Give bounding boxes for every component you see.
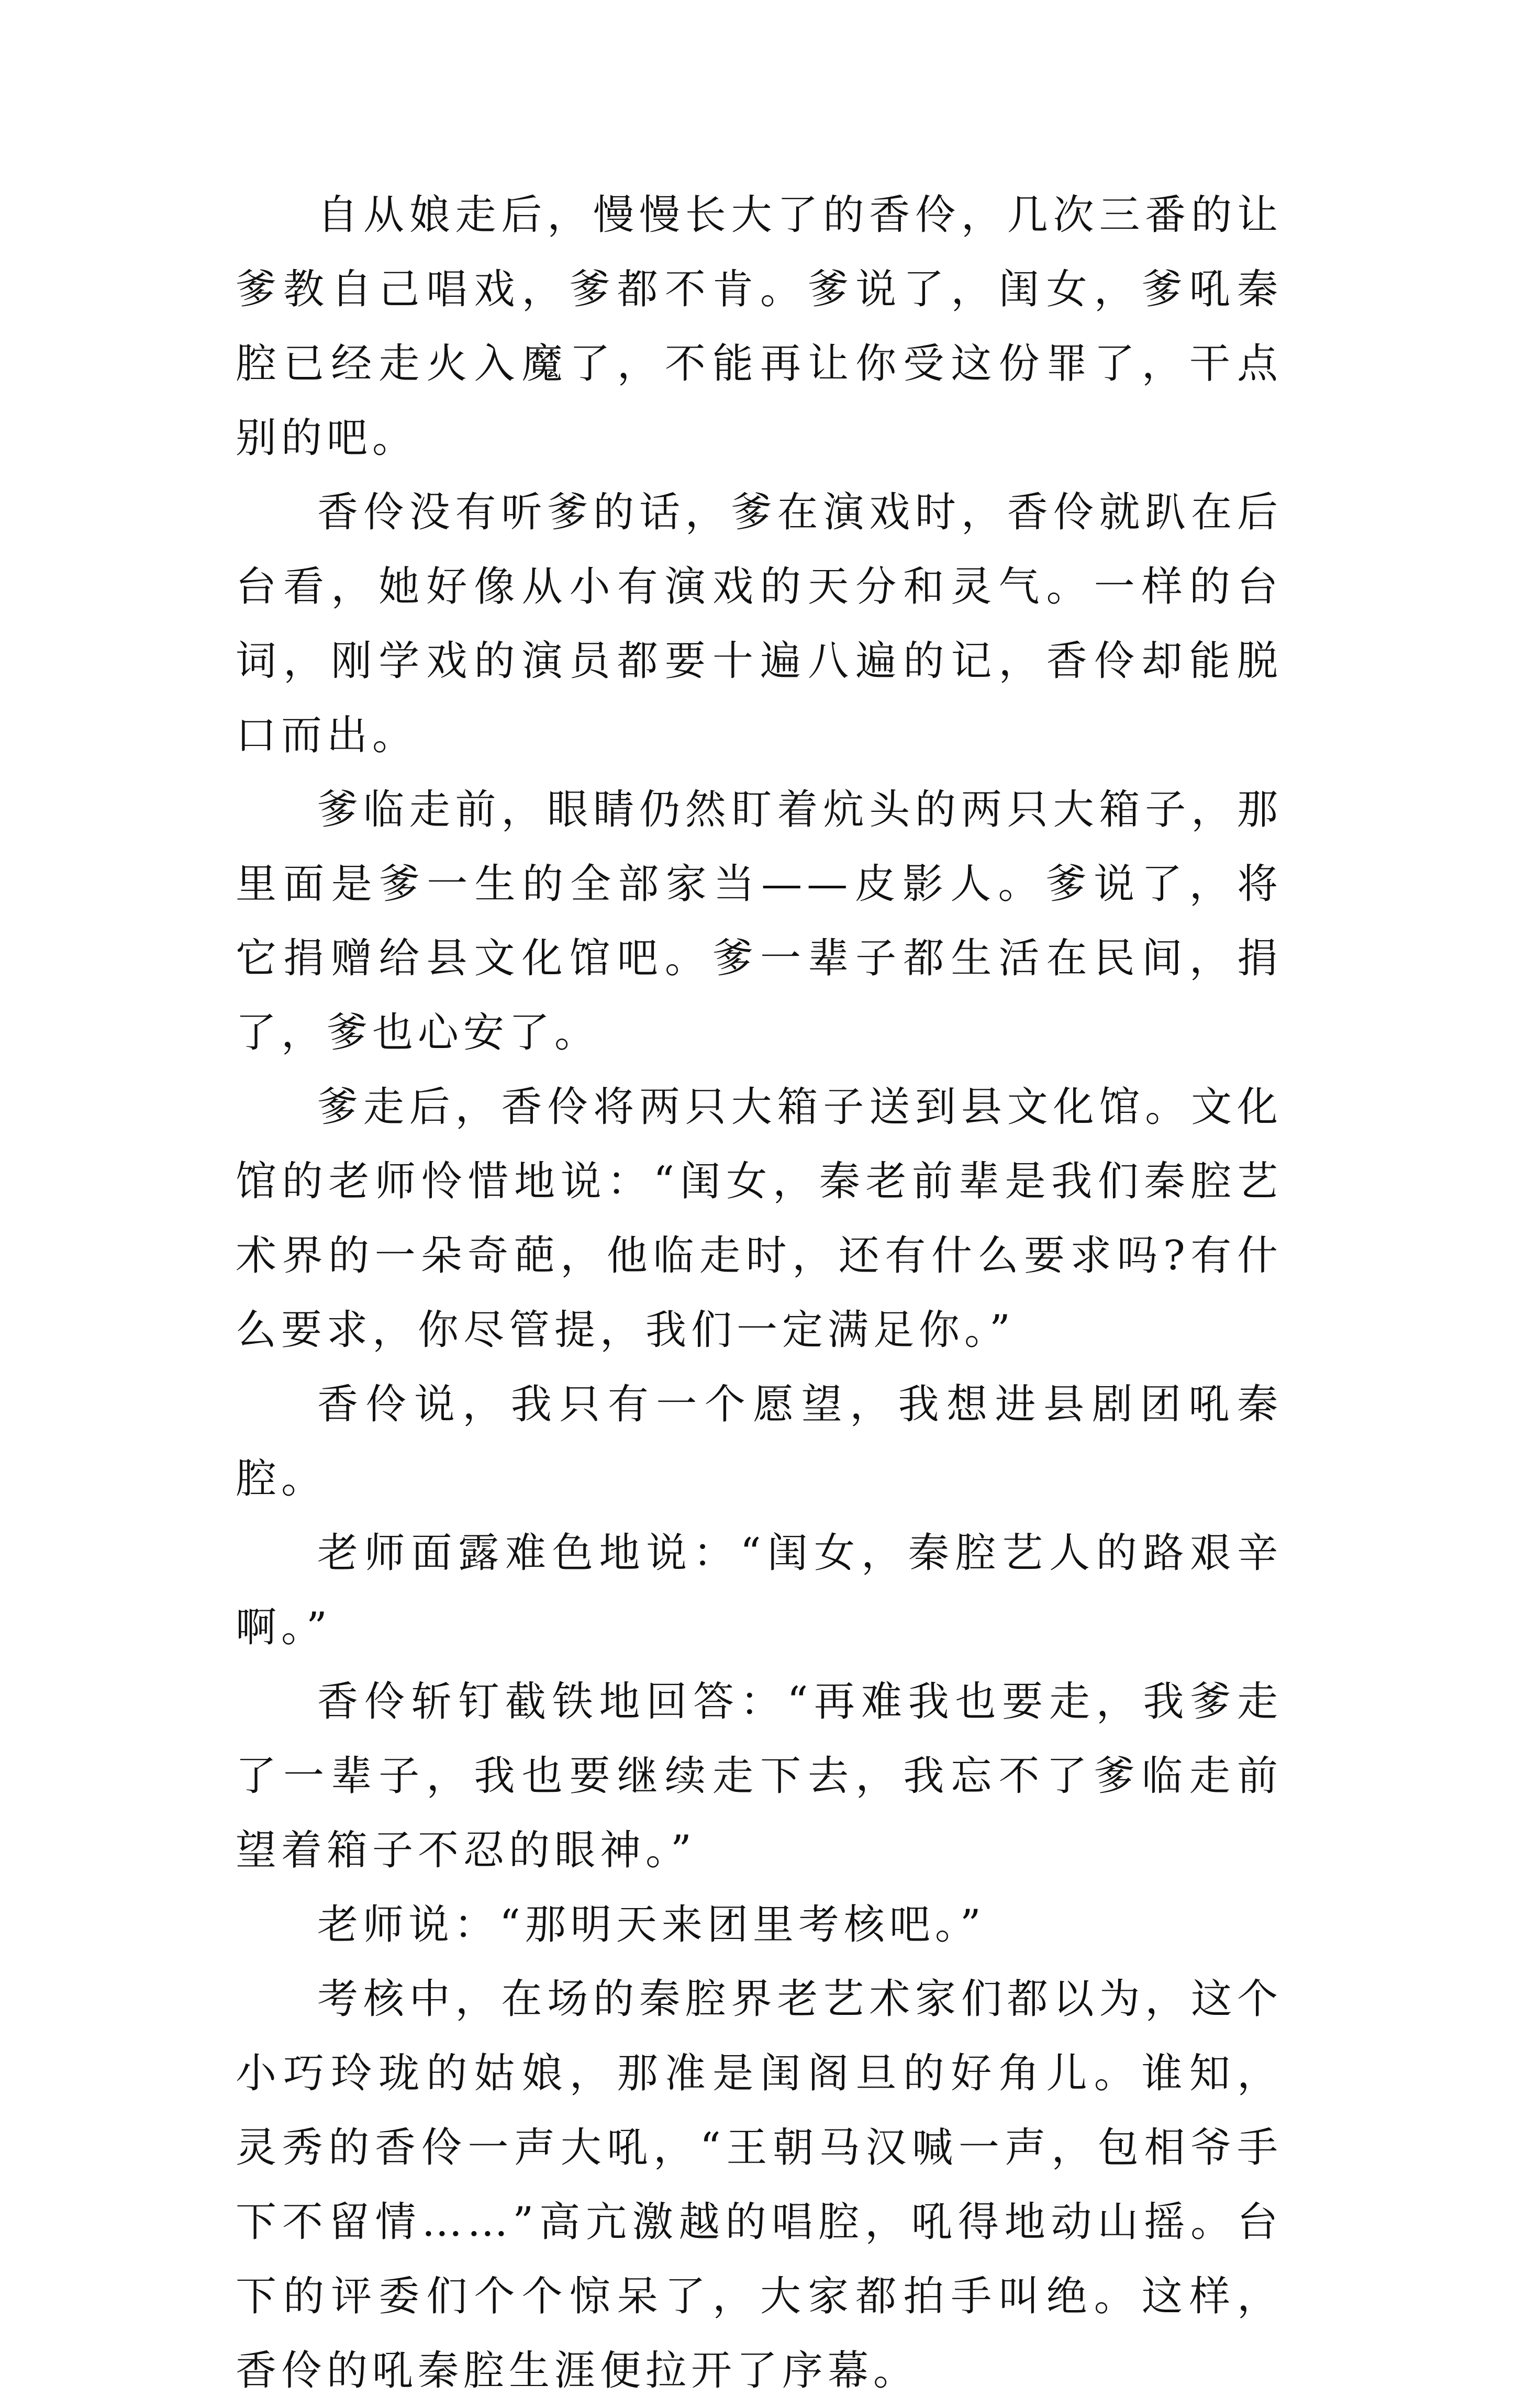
paragraph-5: 香伶说，我只有一个愿望，我想进县剧团吼秦腔。 xyxy=(236,1381,1283,1502)
paragraph-1: 自从娘走后，慢慢长大了的香伶，几次三番的让爹教自己唱戏，爹都不肯。爹说了，闺女，爹吼秦腔已经走火入魔了，不能再让你受这份罪了，干点别的吧。 xyxy=(236,192,1283,462)
document-body xyxy=(236,178,1283,2408)
paragraph-7: 香伶斩钉截铁地回答：“再难我也要走，我爹走了一辈子，我也要继续走下去，我忘不了爹临走前望着箱子不忍的眼神。” xyxy=(236,1678,1283,1874)
paragraph-6: 老师面露难色地说：“闺女，秦腔艺人的路艰辛啊。” xyxy=(236,1530,1283,1651)
paragraph-3: 爹临走前，眼睛仍然盯着炕头的两只大箱子，那里面是爹一生的全部家当——皮影人。爹说了，将它捐赠给县文化馆吧。爹一辈子都生活在民间，捐了，爹也心安了。 xyxy=(236,786,1283,1056)
paragraph-8: 老师说：“那明天来团里考核吧。” xyxy=(317,1901,986,1948)
paragraph-2: 香伶没有听爹的话，爹在演戏时，香伶就趴在后台看，她好像从小有演戏的天分和灵气。一样的台词，刚学戏的演员都要十遍八遍的记，香伶却能脱口而出。 xyxy=(236,489,1283,759)
paragraph-4: 爹走后，香伶将两只大箱子送到县文化馆。文化馆的老师怜惜地说：“闺女，秦老前辈是我们秦腔艺术界的一朵奇葩，他临走时，还有什么要求吗?有什么要求，你尽管提，我们一定满足你。” xyxy=(236,1084,1283,1354)
paragraph-9: 考核中，在场的秦腔界老艺术家们都以为，这个小巧玲珑的姑娘，那准是闺阁旦的好角儿。谁知，灵秀的香伶一声大吼，“王朝马汉喊一声，包相爷手下不留情……”高亢激越的唱腔，吼得地动山摇。台下的评委们个个惊呆了，大家都拍手叫绝。这样，香伶的吼秦腔生涯便拉开了序幕。 xyxy=(236,1976,1283,2394)
